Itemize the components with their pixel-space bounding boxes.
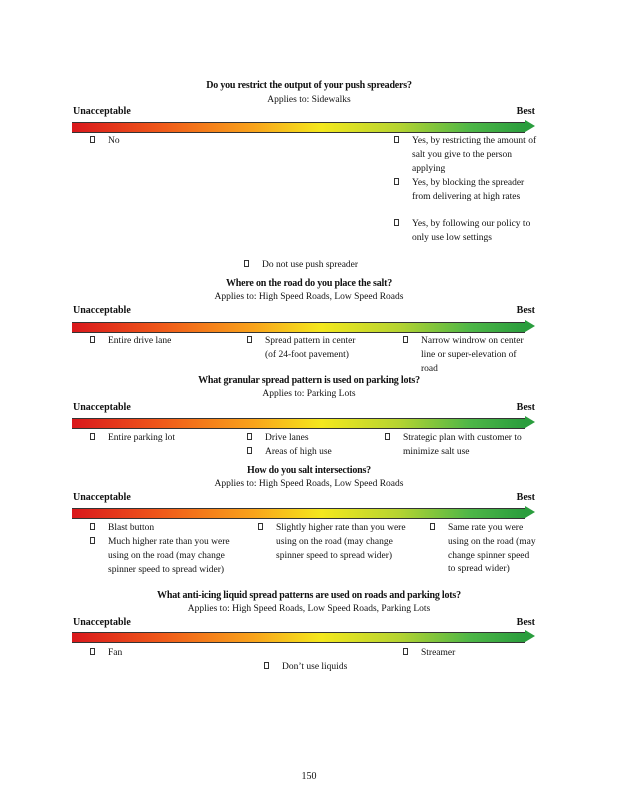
scale-label-unacceptable: Unacceptable (73, 305, 131, 316)
checkbox-bullet-icon (90, 433, 95, 440)
checkbox-bullet-icon (244, 260, 249, 267)
arrow-head-icon (525, 630, 535, 642)
checkbox-bullet-icon (247, 336, 252, 343)
checkbox-bullet-icon (247, 433, 252, 440)
arrow-head-icon (525, 416, 535, 428)
arrow-head-icon (525, 320, 535, 332)
list-item: Don’t use liquids (264, 661, 404, 675)
scale-label-best: Best (516, 617, 535, 628)
scale-label-unacceptable: Unacceptable (73, 492, 131, 503)
checkbox-bullet-icon (394, 219, 399, 226)
arrow-head-icon (525, 120, 535, 132)
list-item: Streamer (403, 647, 533, 661)
scale-label-best: Best (516, 492, 535, 503)
list-item: Entire drive lane (90, 335, 230, 349)
scale-label-unacceptable: Unacceptable (73, 402, 131, 413)
list-item: Entire parking lot (90, 432, 230, 446)
rating-scale-bar (72, 416, 535, 429)
rating-scale-bar (72, 120, 535, 133)
applies-to-1: Applies to: Sidewalks (267, 95, 351, 105)
applies-to-5: Applies to: High Speed Roads, Low Speed Roads, Parking Lots (187, 604, 431, 614)
list-item: Same rate you were using on the road (may change spinner speed to spread wider) (430, 522, 538, 577)
checkbox-bullet-icon (90, 537, 95, 544)
list-item: Slightly higher rate than you were using on the road (may change spinner speed to spread wider) (258, 522, 408, 563)
applies-to-2: Applies to: High Speed Roads, Low Speed Roads (214, 292, 404, 302)
checkbox-bullet-icon (394, 178, 399, 185)
list-item: Blast button (90, 522, 240, 536)
page-number: 150 (301, 771, 317, 782)
scale-label-best: Best (516, 106, 535, 117)
scale-label-unacceptable: Unacceptable (73, 106, 131, 117)
arrow-head-icon (525, 506, 535, 518)
checkbox-bullet-icon (247, 447, 252, 454)
list-item: Yes, by following our policy to only use low settings (394, 218, 539, 246)
list-item: No (90, 135, 250, 149)
list-item: Do not use push spreader (244, 259, 404, 273)
checkbox-bullet-icon (385, 433, 390, 440)
list-item: Much higher rate than you were using on the road (may change spinner speed to spread wider) (90, 536, 240, 577)
checkbox-bullet-icon (430, 523, 435, 530)
rating-scale-bar (72, 506, 535, 519)
question-2: Where on the road do you place the salt? (225, 278, 393, 289)
question-5: What anti-icing liquid spread patterns are used on roads and parking lots? (157, 590, 461, 601)
checkbox-bullet-icon (258, 523, 263, 530)
list-item: Yes, by restricting the amount of salt you give to the person applying (394, 135, 539, 176)
question-1: Do you restrict the output of your push spreaders? (206, 80, 412, 91)
scale-label-unacceptable: Unacceptable (73, 617, 131, 628)
list-item: Spread pattern in center (of 24-foot pavement) (247, 335, 367, 363)
list-item: Yes, by blocking the spreader from delivering at high rates (394, 177, 539, 205)
question-4: How do you salt intersections? (246, 465, 371, 476)
checkbox-bullet-icon (90, 648, 95, 655)
checkbox-bullet-icon (394, 136, 399, 143)
checkbox-bullet-icon (90, 136, 95, 143)
checkbox-bullet-icon (90, 523, 95, 530)
list-item: Fan (90, 647, 230, 661)
rating-scale-bar (72, 320, 535, 333)
applies-to-4: Applies to: High Speed Roads, Low Speed Roads (214, 479, 404, 489)
list-item: Areas of high use (247, 446, 367, 460)
checkbox-bullet-icon (264, 662, 269, 669)
list-item: Drive lanes (247, 432, 367, 446)
question-3: What granular spread pattern is used on parking lots? (198, 375, 420, 386)
checkbox-bullet-icon (90, 336, 95, 343)
scale-label-best: Best (516, 402, 535, 413)
list-item: Strategic plan with customer to minimize salt use (385, 432, 540, 460)
checkbox-bullet-icon (403, 648, 408, 655)
applies-to-3: Applies to: Parking Lots (262, 389, 356, 399)
list-item: Narrow windrow on center line or super-elevation of road (403, 335, 533, 376)
rating-scale-bar (72, 630, 535, 643)
checkbox-bullet-icon (403, 336, 408, 343)
scale-label-best: Best (516, 305, 535, 316)
